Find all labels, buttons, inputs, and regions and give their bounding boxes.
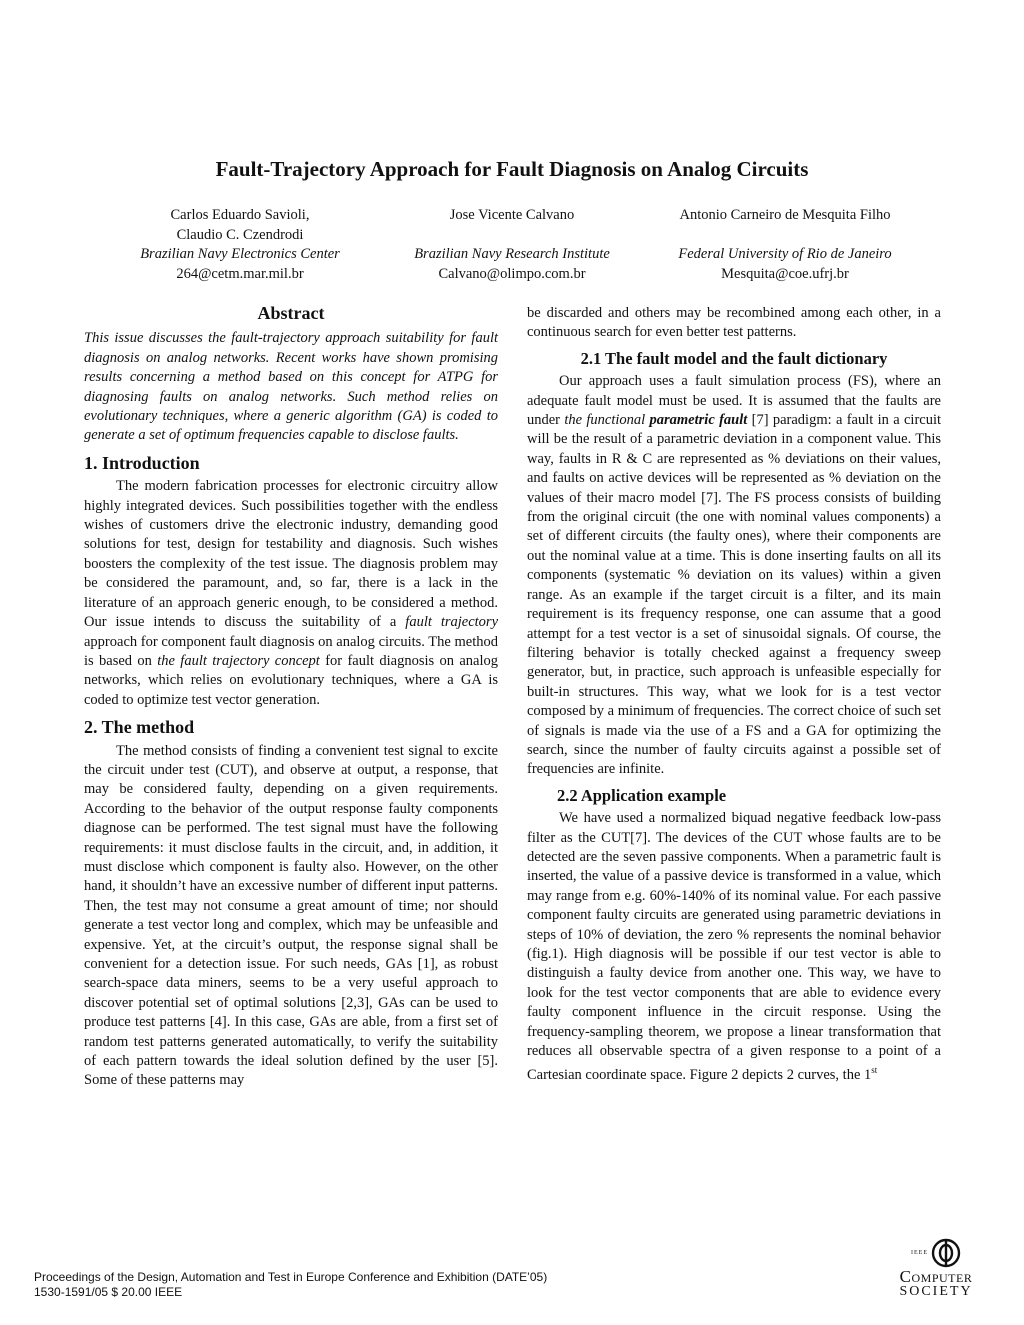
subsection-heading-fault-model: 2.1 The fault model and the fault dictionary xyxy=(580,348,888,368)
logo-computer-text: Computer xyxy=(899,1267,973,1286)
author-name: Claudio C. Czendrodi xyxy=(176,226,304,243)
ieee-emblem-icon xyxy=(880,1238,992,1268)
proceedings-footer xyxy=(34,1270,547,1300)
author-name: Jose Vicente Calvano xyxy=(449,207,575,223)
section-heading-introduction: 1. Introduction xyxy=(84,452,200,473)
computer-society-logo xyxy=(880,1238,992,1300)
author-affiliation: Brazilian Navy Electronics Center xyxy=(140,246,340,262)
author-block-1 xyxy=(110,206,370,284)
footer-line-1: Proceedings of the Design, Automation and Test in Europe Conference and Exhibition (DATE’05) xyxy=(34,1270,548,1284)
method-paragraph: The method consists of finding a convenient test signal to excite the circuit under test (CUT), and observe at output, a response, that may be considered faulty, depending on a given requirements. According to the behavior of the output response faulty components diagnose can be performed. The test signal must have the following requirements: it must disclose faults in the circuit, and, in addition, it must disclose which component is faulty also. However, on the other hand, it shouldn’t have an excessive number of different input patterns. Then, the test may not consume a great amount of time; nor should generate a test vector long and complex, which may be unfeasible and expensive. Yet, at the circuit’s output, the response signal shall be convenient for a detection issue. For such needs, GAs [1], as robust search-space data miners, seems to be a very useful approach to discover potential set of optimal solutions [2,3], GAs can be used to produce test patterns [4]. In this case, GAs are able, from a first set of random test patterns generated automatically, to verify the suitability of each pattern towards the ideal solution defined by the user [5]. Some of these patterns may xyxy=(84,742,498,1089)
intro-paragraph: The modern fabrication processes for electronic circuitry allow highly integrated devices. Such possibilities together with the endless wishes of customers drive the electronic industry, demanding good solutions for test, design for testability and diagnosis. Such wishes boosters the complexity of the test issue. The diagnosis problem may be considered the paramount, and, so far, there is a lack in the literature of an approach generic enough, to be considered a method. Our issue intends to discuss the suitability of a fault trajectory approach for component fault diagnosis on analog circuits. The method is based on the fault trajectory concept for fault diagnosis on analog networks, which relies on evolutionary techniques, where a GA is coded to optimize test vector generation. xyxy=(84,478,499,708)
footer-line-2: 1530-1591/05 $ 20.00 IEEE xyxy=(34,1285,183,1299)
right-column xyxy=(527,304,941,1086)
fault-model-paragraph: Our approach uses a fault simulation process (FS), where an adequate fault model must be used. It is assumed that the faults are under the functional parametric fault [7] paradigm: a fault in a circuit will be the result of a parametric deviation in a component value. This way, faults in R & C are represented as % deviations on their values, and faults on active devices will be represented as % deviation on the values of their macro model [7]. The FS process consists of building from the original circuit (the one with nominal values components) a set of different circuits (the faulty ones), where their components are out the nominal value at a time. This is done inserting faults on all its components (systematic % deviation on its values) within a given range. As an example if the target circuit is a filter, and its main requirement is its frequency response, one can assume that a good attempt for a test vector is a set of sinusoidal signals. Of course, the filtering behavior is totally checked against a frequency sweep generator, but, in practice, such approach is unfeasible especially for built-in structures. This way, what we look for is a test vector composed by a minimum of frequencies. The correct choice of such set of signals is made via the use of a FS and a GA for optimizing the search, since the number of faulty circuits against a possible set of frequencies are infinite. xyxy=(527,373,942,778)
abstract-heading: Abstract xyxy=(257,303,325,323)
author-email: 264@cetm.mar.mil.br xyxy=(176,265,304,282)
author-affiliation: Federal University of Rio de Janeiro xyxy=(678,246,892,262)
ieee-label: IEEE xyxy=(911,1250,928,1256)
author-email: Calvano@olimpo.com.br xyxy=(438,265,586,282)
logo-society-text: SOCIETY xyxy=(899,1284,973,1299)
author-name: Antonio Carneiro de Mesquita Filho xyxy=(679,207,891,223)
method-paragraph-continued: be discarded and others may be recombined among each other, in a continuous search for even better test patterns. xyxy=(527,305,941,341)
application-paragraph: We have used a normalized biquad negative feedback low-pass filter as the CUT[7]. The devices of the CUT whose faults are to be detected are the seven passive components. When a parametric fault is inserted, the value of a passive device is transformed in a value, which may range from e.g. 60%-140% of its nominal value. For each passive component faulty circuits are generated using parametric deviations in steps of 10% of deviation, the zero % represents the nominal behavior (fig.1). High diagnosis will be possible if our test vector is able to distinguish a faulty device from another one. This way, we have to look for the test vector components that are able to evidence every faulty component influence in the circuit response. Using the frequency-sampling theorem, we propose a linear transformation that reduces all observable spectra of a given response to a point of a Cartesian coordinate space. Figure 2 depicts 2 curves, the 1st xyxy=(527,810,941,1084)
author-block-2 xyxy=(382,206,642,284)
subsection-heading-application: 2.2 Application example xyxy=(557,785,727,805)
author-block-3 xyxy=(645,206,925,284)
section-heading-method: 2. The method xyxy=(84,717,195,738)
abstract-text: This issue discusses the fault-trajectory approach suitability for fault diagnosis on analog networks. Recent works have shown promising results concerning a method based on this concept for ATPG for diagnosing faults on analog networks. Such method relies on evolutionary techniques, where a generic algorithm (GA) is coded to generate a set of optimum frequencies capable to disclose faults. xyxy=(84,330,498,444)
paper-title: Fault-Trajectory Approach for Fault Diagnosis on Analog Circuits xyxy=(215,157,809,181)
author-email: Mesquita@coe.ufrj.br xyxy=(721,265,849,282)
author-affiliation: Brazilian Navy Research Institute xyxy=(414,246,610,262)
left-column xyxy=(84,304,498,1091)
author-name: Carlos Eduardo Savioli, xyxy=(170,207,310,223)
